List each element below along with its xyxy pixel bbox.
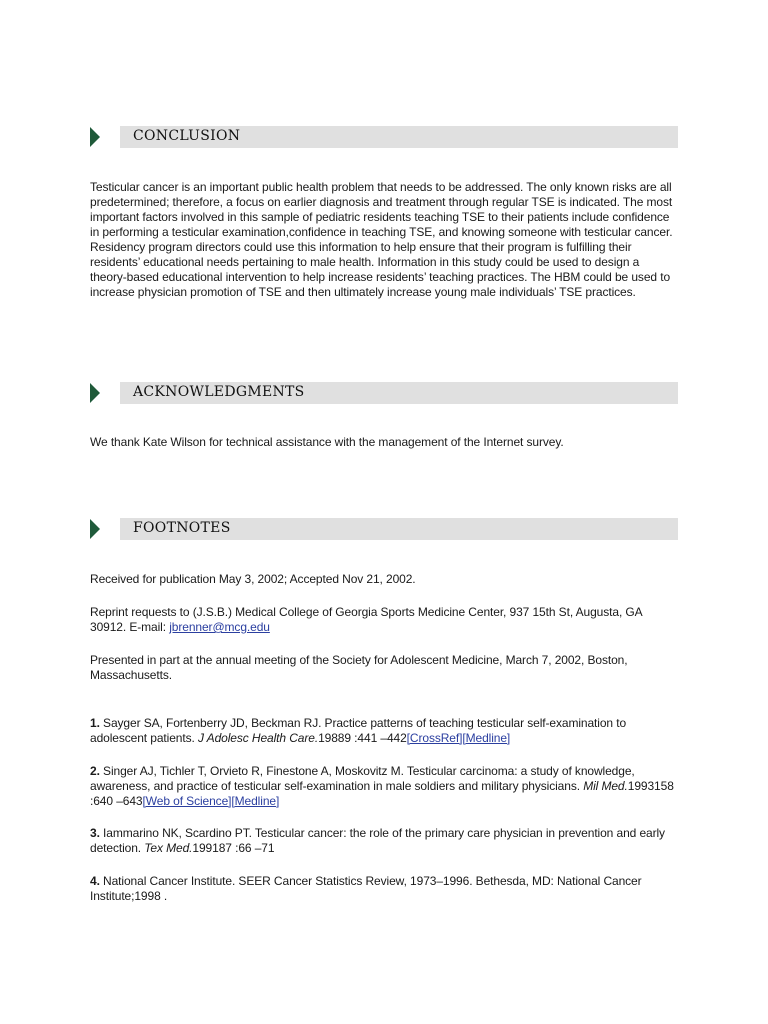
crossref-link[interactable]: [CrossRef] [406,731,463,745]
medline-link[interactable]: [Medline] [462,731,511,745]
section-header-bar [120,518,678,540]
reference-citation: 199187 :66 –71 [192,841,275,855]
triangle-right-icon [90,519,100,539]
reference-journal: J Adolesc Health Care. [197,731,319,745]
reference-citation: 19889 :441 –442 [318,731,407,745]
reference-number: 4. [90,874,100,888]
reference-text: Sayger SA, Fortenberry JD, Beckman RJ. Practice patterns of teaching testicular self-examination to adolescent patients. [90,716,627,745]
email-link[interactable]: jbrenner@mcg.edu [169,620,270,634]
triangle-right-icon [90,127,100,147]
reference-item [90,716,678,746]
section-title-footnotes: FOOTNOTES [133,520,231,536]
reference-item [90,874,678,904]
reference-number: 3. [90,826,100,840]
web-of-science-link[interactable]: [Web of Science] [142,794,232,808]
reference-item [90,764,678,809]
reference-text: National Cancer Institute. SEER Cancer Statistics Review, 1973–1996. Bethesda, MD: National Cancer Institute;1998 . [90,874,642,903]
section-header-footnotes [90,518,678,540]
reference-text: Singer AJ, Tichler T, Orvieto R, Finestone A, Moskovitz M. Testicular carcinoma: a study of knowledge, awareness, and practice of testicular self-examination in male soldiers and military physicians. [90,764,635,793]
triangle-right-icon [90,383,100,403]
footnote-reprint-text: Reprint requests to (J.S.B.) Medical College of Georgia Sports Medicine Center, 937 15th St, Augusta, GA 30912. E-mail: [90,605,642,634]
acknowledgments-paragraph: We thank Kate Wilson for technical assistance with the management of the Internet survey. [90,435,564,449]
reference-item [90,826,678,856]
section-header-bar [120,382,678,404]
footnote-received: Received for publication May 3, 2002; Accepted Nov 21, 2002. [90,572,416,586]
reference-journal: Mil Med. [583,779,628,793]
reference-journal: Tex Med. [144,841,193,855]
section-header-conclusion [90,126,678,148]
reference-citation: 1993158 :640 –643 [90,779,674,808]
section-title-acknowledgments: ACKNOWLEDGMENTS [133,384,305,400]
reference-text: Iammarino NK, Scardino PT. Testicular cancer: the role of the primary care physician in prevention and early detection. [90,826,665,855]
reference-number: 1. [90,716,100,730]
section-header-acknowledgments [90,382,678,404]
section-header-bar [120,126,678,148]
section-title-conclusion: CONCLUSION [133,128,241,144]
medline-link[interactable]: [Medline] [231,794,280,808]
footnote-presented: Presented in part at the annual meeting of the Society for Adolescent Medicine, March 7, 2002, Boston, Massachusetts. [90,653,628,682]
reference-number: 2. [90,764,100,778]
footnote-reprint [90,605,678,635]
conclusion-paragraph: Testicular cancer is an important public health problem that needs to be addressed. The only known risks are all predetermined; therefore, a focus on earlier diagnosis and treatment through regular TSE is indicated. The most important factors involved in this sample of pediatric residents teaching TSE to their patients include confidence in performing a testicular examination,confidence in teaching TSE, and knowing someone with testicular cancer. Residency program directors could use this information to help ensure that their program is fulfilling their residents’ educational needs pertaining to male health. Information in this study could be used to design a theory-based educational intervention to help increase residents’ teaching practices. The HBM could be used to increase physician promotion of TSE and then ultimately increase young male individuals’ TSE practices. [90,180,673,299]
